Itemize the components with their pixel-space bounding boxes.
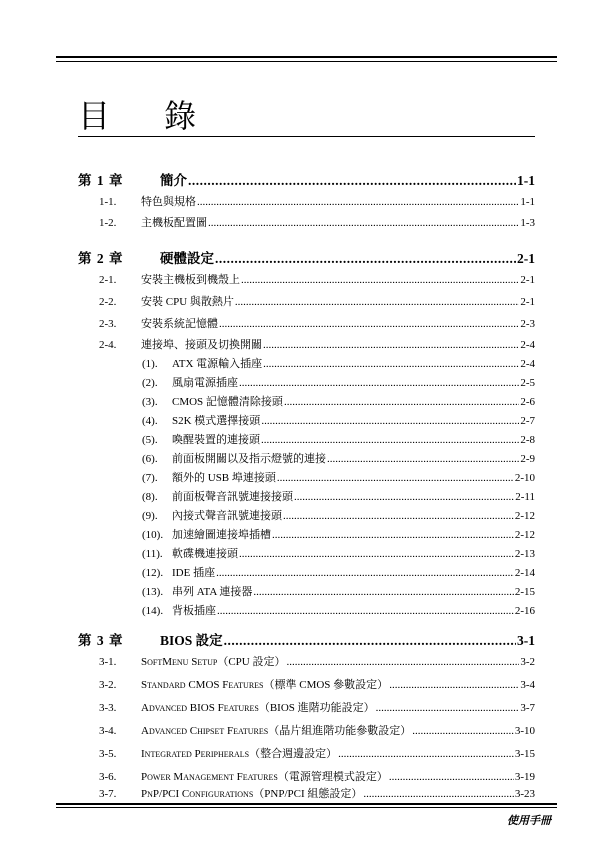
page-number: 3-4: [520, 679, 535, 691]
subsection-title: 軟碟機連接頭: [172, 548, 238, 560]
subsection-number: (12).: [142, 567, 164, 579]
subsection-number: (6).: [142, 453, 158, 465]
page-number: 1-1: [517, 173, 535, 188]
subsection-number: (1).: [142, 358, 158, 370]
section-number: 3-2.: [99, 679, 117, 691]
toc-subsection-2[interactable]: [142, 375, 535, 391]
page-number: 2-15: [514, 586, 535, 598]
header-rule-thick: [56, 56, 557, 58]
section-title: Standard CMOS Features（標準 CMOS 參數設定）: [141, 679, 389, 691]
dot-leader: [412, 723, 514, 739]
dot-leader: [219, 316, 519, 332]
page-number: 2-9: [520, 453, 535, 465]
subsection-number: (13).: [142, 586, 164, 598]
section-number: 3-7.: [99, 788, 117, 800]
toc-section-2-2[interactable]: [99, 294, 535, 310]
toc-subsection-5[interactable]: [142, 432, 535, 448]
toc-subsection-1[interactable]: [142, 356, 535, 372]
dot-leader: [216, 565, 514, 581]
section-number: 3-4.: [99, 725, 117, 737]
section-title: Advanced Chipset Features（晶片組進階功能參數設定）: [141, 725, 412, 737]
dot-leader: [208, 215, 519, 231]
section-number: 3-5.: [99, 748, 117, 760]
page-number: 3-7: [520, 702, 535, 714]
chapter-title: 簡介: [160, 173, 187, 188]
section-number: 2-4.: [99, 339, 117, 351]
page-number: 3-1: [517, 633, 535, 648]
section-number: 1-2.: [99, 217, 117, 229]
subsection-number: (2).: [142, 377, 158, 389]
chapter-title: BIOS 設定: [160, 633, 223, 648]
toc-subsection-7[interactable]: [142, 470, 535, 486]
toc-section-3-4[interactable]: [99, 723, 535, 739]
toc-section-3-1[interactable]: [99, 654, 535, 670]
dot-leader: [294, 489, 514, 505]
subsection-title: 串列 ATA 連接器: [172, 586, 253, 598]
dot-leader: [224, 632, 516, 650]
toc-section-3-2[interactable]: [99, 677, 535, 693]
footer-manual-label: 使用手冊: [507, 814, 551, 827]
subsection-title: 內接式聲音訊號連接頭: [172, 510, 282, 522]
section-number: 2-3.: [99, 318, 117, 330]
page-number: 3-19: [514, 771, 535, 783]
subsection-number: (8).: [142, 491, 158, 503]
page-number: 2-5: [520, 377, 535, 389]
page-number: 2-7: [520, 415, 535, 427]
dot-leader: [338, 746, 514, 762]
toc-chapter-3[interactable]: [78, 632, 535, 650]
dot-leader: [253, 584, 513, 600]
subsection-number: (4).: [142, 415, 158, 427]
section-title: 主機板配置圖: [141, 217, 207, 229]
section-number: 2-2.: [99, 296, 117, 308]
page-number: 3-15: [514, 748, 535, 760]
toc-section-2-1[interactable]: [99, 272, 535, 288]
page-number: 3-23: [514, 788, 535, 800]
dot-leader: [284, 394, 519, 410]
footer-rule-thin: [56, 807, 557, 808]
section-title: Integrated Peripherals（整合週邊設定）: [141, 748, 338, 760]
toc-chapter-2[interactable]: [78, 250, 535, 268]
subsection-title: ATX 電源輸入插座: [172, 358, 263, 370]
dot-leader: [188, 172, 516, 190]
dot-leader: [389, 769, 514, 785]
subsection-title: 前面板開關以及指示燈號的連接: [172, 453, 326, 465]
toc-section-1-2[interactable]: [99, 215, 535, 231]
dot-leader: [263, 337, 519, 353]
chapter-label: 第 2 章: [78, 251, 124, 266]
toc-subsection-6[interactable]: [142, 451, 535, 467]
toc-subsection-4[interactable]: [142, 413, 535, 429]
chapter-label: 第 1 章: [78, 173, 124, 188]
header-rule-thin: [56, 61, 557, 62]
chapter-title: 硬體設定: [160, 251, 214, 266]
toc-subsection-10[interactable]: [142, 527, 535, 543]
dot-leader: [217, 603, 514, 619]
page-number: 2-4: [520, 339, 535, 351]
toc-subsection-13[interactable]: [142, 584, 535, 600]
subsection-number: (11).: [142, 548, 163, 560]
toc-chapter-1[interactable]: [78, 172, 535, 190]
subsection-number: (5).: [142, 434, 158, 446]
dot-leader: [261, 413, 519, 429]
toc-section-3-3[interactable]: [99, 700, 535, 716]
dot-leader: [241, 272, 519, 288]
page-number: 2-8: [520, 434, 535, 446]
section-number: 2-1.: [99, 274, 117, 286]
subsection-number: (3).: [142, 396, 158, 408]
subsection-title: CMOS 記憶體清除接頭: [172, 396, 283, 408]
dot-leader: [286, 654, 519, 670]
subsection-title: 風扇電源插座: [172, 377, 238, 389]
dot-leader: [239, 375, 519, 391]
dot-leader: [235, 294, 519, 310]
section-title: SoftMenu Setup（CPU 設定）: [141, 656, 286, 668]
section-title: PnP/PCI Configurations（PNP/PCI 組態設定）: [141, 788, 363, 800]
page-number: 2-10: [514, 472, 535, 484]
subsection-title: 加速繪圖連接埠插槽: [172, 529, 271, 541]
toc-subsection-3[interactable]: [142, 394, 535, 410]
section-title: 安裝 CPU 與散熱片: [141, 296, 234, 308]
chapter-label: 第 3 章: [78, 633, 124, 648]
toc-subsection-11[interactable]: [142, 546, 535, 562]
page-number: 2-4: [520, 358, 535, 370]
section-number: 3-1.: [99, 656, 117, 668]
dot-leader: [272, 527, 514, 543]
page-number: 2-11: [515, 491, 535, 503]
section-title: Power Management Features（電源管理模式設定）: [141, 771, 388, 783]
subsection-title: IDE 插座: [172, 567, 216, 579]
section-title: Advanced BIOS Features（BIOS 進階功能設定）: [141, 702, 375, 714]
dot-leader: [263, 356, 519, 372]
section-title: 安裝系統記憶體: [141, 318, 218, 330]
subsection-title: 背板插座: [172, 605, 216, 617]
dot-leader: [376, 700, 520, 716]
page-number: 1-3: [520, 217, 535, 229]
toc-section-3-6[interactable]: [99, 769, 535, 785]
dot-leader: [389, 677, 519, 693]
toc-section-3-7[interactable]: [99, 786, 535, 802]
section-number: 3-3.: [99, 702, 117, 714]
toc-subsection-14[interactable]: [142, 603, 535, 619]
toc-subsection-9[interactable]: [142, 508, 535, 524]
section-number: 1-1.: [99, 196, 117, 208]
toc-subsection-12[interactable]: [142, 565, 535, 581]
subsection-number: (14).: [142, 605, 164, 617]
page-title: 目 錄: [78, 97, 219, 135]
section-title: 特色與規格: [141, 196, 196, 208]
toc-section-2-3[interactable]: [99, 316, 535, 332]
subsection-title: 喚醒裝置的連接頭: [172, 434, 260, 446]
page-number: 2-1: [520, 296, 535, 308]
page-number: 3-2: [520, 656, 535, 668]
dot-leader: [197, 194, 519, 210]
page-number: 2-1: [520, 274, 535, 286]
dot-leader: [277, 470, 514, 486]
dot-leader: [261, 432, 519, 448]
page-number: 2-13: [514, 548, 535, 560]
dot-leader: [239, 546, 514, 562]
toc-section-1-1[interactable]: [99, 194, 535, 210]
page-number: 2-6: [520, 396, 535, 408]
subsection-number: (7).: [142, 472, 158, 484]
dot-leader: [215, 250, 516, 268]
subsection-title: S2K 模式選擇接頭: [172, 415, 261, 427]
toc-subsection-8[interactable]: [142, 489, 535, 505]
page-number: 2-12: [514, 510, 535, 522]
page-number: 1-1: [520, 196, 535, 208]
dot-leader: [363, 786, 513, 802]
page-number: 2-12: [514, 529, 535, 541]
dot-leader: [283, 508, 514, 524]
page-number: 2-14: [514, 567, 535, 579]
section-title: 安裝主機板到機殼上: [141, 274, 240, 286]
subsection-title: 額外的 USB 埠連接頭: [172, 472, 276, 484]
subsection-number: (10).: [142, 529, 164, 541]
page-number: 2-3: [520, 318, 535, 330]
page-number: 2-16: [514, 605, 535, 617]
footer-rule-thick: [56, 803, 557, 805]
section-title: 連接埠、接頭及切換開關: [141, 339, 262, 351]
subsection-title: 前面板聲音訊號連接接頭: [172, 491, 293, 503]
toc-section-3-5[interactable]: [99, 746, 535, 762]
subsection-number: (9).: [142, 510, 158, 522]
page-number: 2-1: [517, 251, 535, 266]
toc-section-2-4[interactable]: [99, 337, 535, 353]
page-number: 3-10: [514, 725, 535, 737]
section-number: 3-6.: [99, 771, 117, 783]
dot-leader: [327, 451, 519, 467]
title-underline: [78, 136, 535, 137]
